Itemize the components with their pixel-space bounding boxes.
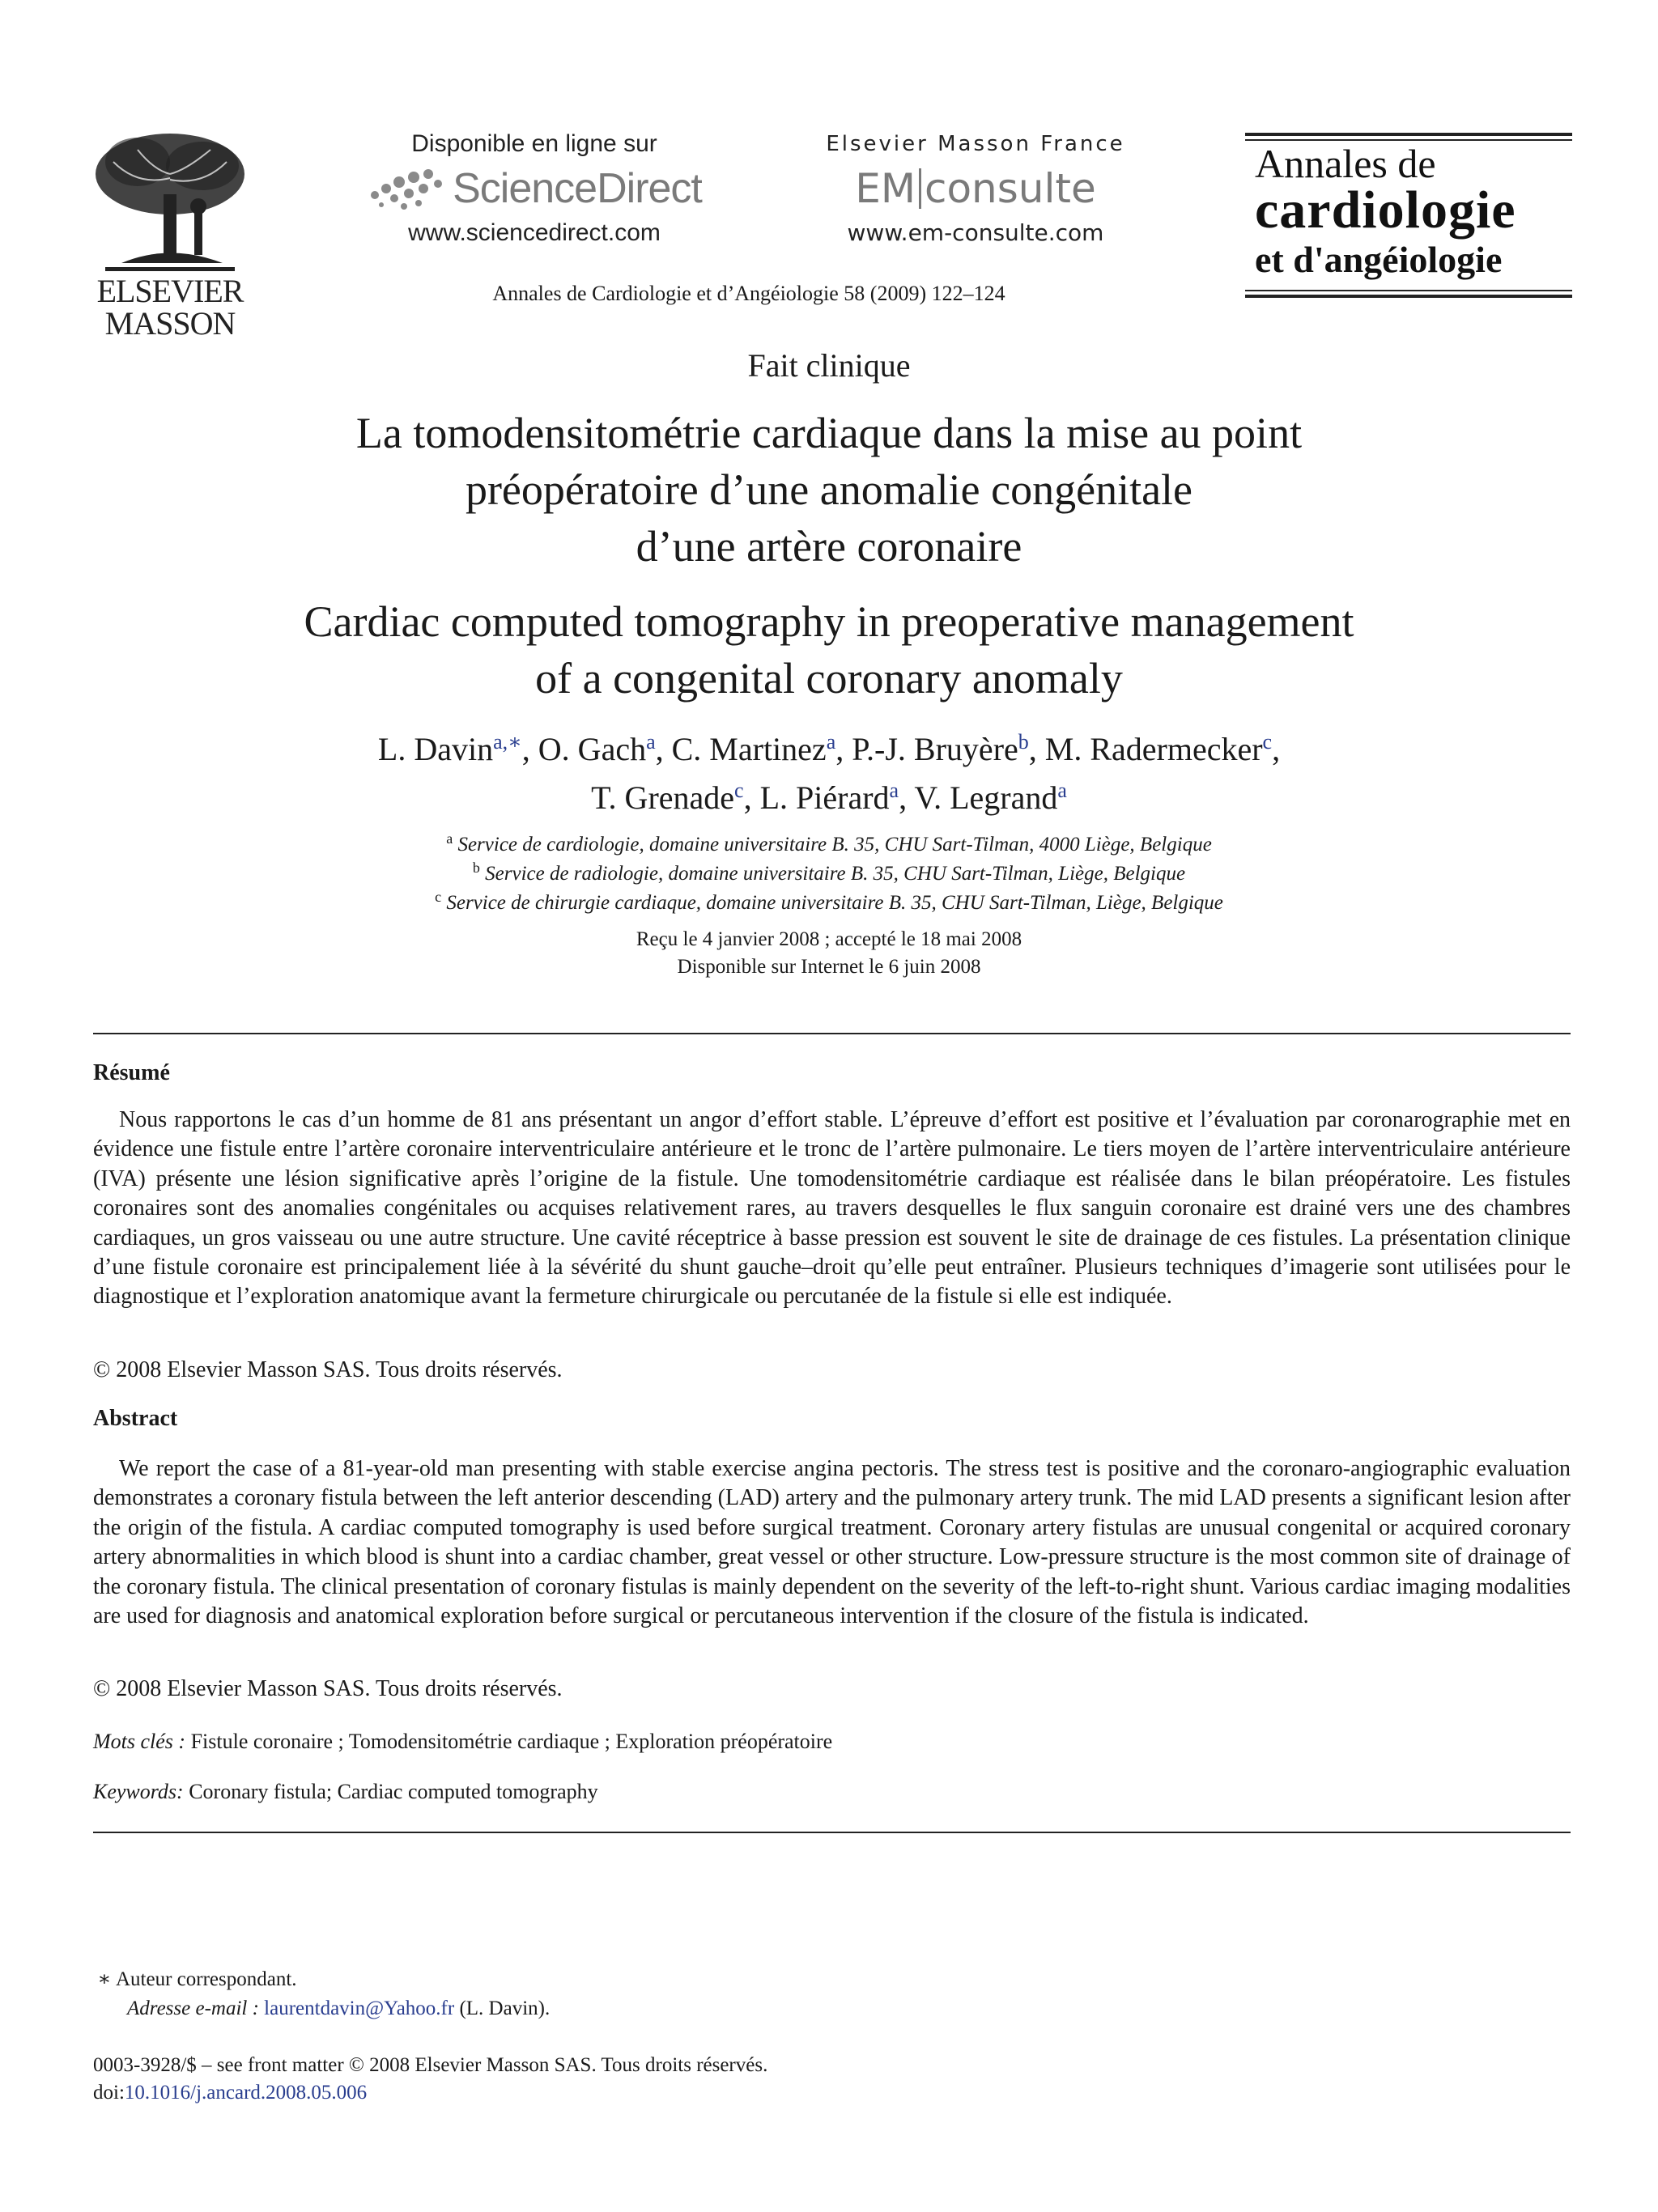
author-sep: , — [1272, 731, 1281, 767]
journal-logo-line1: Annales de — [1255, 141, 1436, 186]
keywords-english — [93, 1778, 598, 1806]
author-name: L. Piérard — [759, 779, 890, 816]
title-fr-line: La tomodensitométrie cardiaque dans la mise au point — [355, 409, 1303, 457]
journal-logo-line3: et d'angéiologie — [1255, 239, 1503, 280]
keywords-french — [93, 1728, 832, 1756]
publisher-name-line2: MASSON — [104, 305, 236, 342]
email-link[interactable]: laurentdavin@Yahoo.fr — [264, 1998, 455, 2019]
sciencedirect-name: ScienceDirect — [453, 165, 702, 212]
em-consulte-logo[interactable] — [806, 163, 1146, 214]
title-en-line: of a congenital coronary anomaly — [535, 654, 1123, 703]
keywords-fr-label: Mots clés : — [93, 1730, 186, 1753]
author-name: C. Martinez — [671, 731, 827, 767]
author-affil-mark[interactable]: c — [1262, 730, 1273, 754]
author-affil-mark[interactable]: a — [646, 730, 656, 754]
author-sep: , — [655, 731, 672, 767]
journal-logo — [1245, 133, 1572, 303]
resume-copyright: © 2008 Elsevier Masson SAS. Tous droits réservés. — [93, 1357, 563, 1382]
email-label: Adresse e-mail : — [127, 1998, 259, 2019]
author-sep: , — [835, 731, 852, 767]
keywords-fr-text: Fistule coronaire ; Tomodensitométrie cardiaque ; Exploration préopératoire — [185, 1730, 833, 1753]
sciencedirect-logo[interactable] — [364, 163, 704, 214]
sciencedirect-url[interactable]: www.sciencedirect.com — [408, 219, 661, 246]
online-date: Disponible sur Internet le 6 juin 2008 — [677, 956, 981, 978]
email-suffix: (L. Davin). — [454, 1998, 551, 2019]
author-affil-mark[interactable]: c — [734, 779, 744, 802]
abstract-text: We report the case of a 81-year-old man presenting with stable exercise angina pectoris. The stress test is positive and the coronaro-angiographic evaluation demonstrates a coronary fistula between the left anterior descending (LAD) artery and the pulmonary artery trunk. The mid LAD presents a significant lesion after the origin of the fistula. A cardiac computed tomography is used before surgical treatment. Coronary artery fistulas are unusual congenital or acquired coronary artery abnormalities in which blood is shunt into a cardiac chamber, great vessel or other structure. Low-pressure structure is the most common site of drainage of the coronary fistula. The clinical presentation of coronary fistulas is mainly dependent on the severity of the left-to-right shunt. Various cardiac imaging modalities are used for diagnosis and anatomical exploration before surgical or percutaneous intervention if the closure of the fistula is indicated. — [93, 1456, 1571, 1629]
affiliation-mark: a — [446, 830, 453, 847]
footnote-star: ∗ — [97, 1968, 112, 1990]
article-dates — [0, 926, 1658, 981]
author-sep: , — [1028, 731, 1045, 767]
title-french — [0, 405, 1658, 575]
elsevier-tree-icon — [89, 129, 251, 271]
journal-logo-rule-bottom — [1245, 295, 1572, 298]
affiliation-b — [0, 860, 1658, 889]
affiliation-text: Service de cardiologie, domaine universitaire B. 35, CHU Sart-Tilman, 4000 Liège, Belgique — [457, 834, 1212, 856]
em-consulte-block — [806, 129, 1146, 248]
bottom-divider — [93, 1832, 1571, 1833]
journal-logo-rule-top — [1245, 133, 1572, 136]
affiliation-c — [0, 889, 1658, 918]
em-publisher-label: Elsevier Masson France — [826, 132, 1125, 156]
affiliations — [0, 830, 1658, 918]
sd-available-label: Disponible en ligne sur — [411, 130, 657, 157]
title-fr-line: préopératoire d’une anomalie congénitale — [465, 465, 1193, 514]
author-affil-mark[interactable]: a — [826, 730, 836, 754]
author-affil-mark[interactable]: b — [1018, 730, 1029, 754]
issn-line: 0003-3928/$ – see front matter © 2008 Elsevier Masson SAS. Tous droits réservés. — [93, 2054, 768, 2076]
article-type: Fait clinique — [747, 347, 911, 384]
doi-link[interactable]: 10.1016/j.ancard.2008.05.006 — [124, 2082, 368, 2104]
affiliation-a — [0, 830, 1658, 860]
em-consulte-url[interactable]: www.em-consulte.com — [847, 219, 1104, 246]
em-brand-left: EM — [855, 165, 916, 212]
affiliation-text: Service de radiologie, domaine universitaire B. 35, CHU Sart-Tilman, Liège, Belgique — [485, 863, 1186, 885]
author-sep: , — [521, 731, 538, 767]
affiliation-text: Service de chirurgie cardiaque, domaine universitaire B. 35, CHU Sart-Tilman, Liège, Belgique — [446, 892, 1223, 914]
corresponding-label: Auteur correspondant. — [116, 1968, 297, 1990]
affiliation-mark: c — [435, 889, 442, 905]
author-sep: , — [743, 779, 760, 816]
author-list — [0, 725, 1658, 822]
sciencedirect-block — [364, 129, 704, 248]
author-name: L. Davin — [377, 731, 494, 767]
abstract-copyright: © 2008 Elsevier Masson SAS. Tous droits réservés. — [93, 1676, 563, 1701]
title-en-line: Cardiac computed tomography in preoperative management — [304, 597, 1354, 646]
author-name: O. Gach — [538, 731, 647, 767]
authors-line2 — [0, 774, 1658, 822]
received-date: Reçu le 4 janvier 2008 ; accepté le 18 mai 2008 — [636, 928, 1022, 950]
doi-line — [93, 2079, 367, 2107]
journal-logo-rule-bottom-thin — [1245, 290, 1572, 291]
publisher-name-line1: ELSEVIER — [96, 273, 244, 309]
abstract-heading: Abstract — [93, 1406, 178, 1431]
em-brand-divider — [919, 168, 921, 209]
author-affil-mark[interactable]: a — [889, 779, 899, 802]
top-divider — [93, 1033, 1571, 1034]
elsevier-masson-logo — [89, 129, 251, 342]
journal-citation: Annales de Cardiologie et d’Angéiologie 58 (2009) 122–124 — [492, 282, 1005, 305]
keywords-en-label: Keywords: — [93, 1780, 184, 1803]
journal-logo-line2: cardiologie — [1255, 180, 1516, 240]
sciencedirect-dots-icon — [367, 166, 444, 211]
corresponding-author-note — [93, 1966, 297, 1993]
author-sep: , — [899, 779, 915, 816]
authors-line1 — [0, 725, 1658, 774]
email-line — [127, 1995, 550, 2023]
resume-heading: Résumé — [93, 1060, 170, 1085]
author-name: P.-J. Bruyère — [852, 731, 1018, 767]
em-brand-right: consulte — [924, 165, 1096, 212]
author-affil-mark[interactable]: a,∗ — [493, 730, 522, 754]
author-name: V. Legrand — [914, 779, 1058, 816]
title-english — [0, 593, 1658, 707]
author-name: T. Grenade — [591, 779, 735, 816]
resume-text: Nous rapportons le cas d’un homme de 81 ans présentant un angor d’effort stable. L’épreuve d’effort est positive et l’évaluation par coronarographie met en évidence une fistule entre l’artère coronaire interventriculaire antérieure et le tronc de l’artère pulmonaire. Le tiers moyen de l’artère interventriculaire antérieure (IVA) présente une lésion significative après l’origine de la fistule. Une tomodensitométrie cardiaque est réalisée dans le bilan préopératoire. Les fistules coronaires sont des anomalies congénitales ou acquises relativement rares, au travers desquelles le flux sanguin coronaire est drainé vers une des chambres cardiaques, un gros vaisseau ou une autre structure. Une cavité réceptrice à basse pression est souvent le site de drainage de ces fistules. La présentation clinique d’une fistule coronaire est principalement liée à la sévérité du shunt gauche–droit qu’elle peut entraîner. Plusieurs techniques d’imagerie sont utilisées pour le diagnostique et l’exploration anatomique avant la fermeture chirurgicale ou percutanée de la fistule si elle est indiquée. — [93, 1107, 1571, 1310]
author-name: M. Radermecker — [1044, 731, 1263, 767]
keywords-en-text: Coronary fistula; Cardiac computed tomography — [183, 1780, 598, 1803]
affiliation-mark: b — [472, 860, 480, 876]
doi-label: doi: — [93, 2082, 125, 2104]
title-fr-line: d’une artère coronaire — [636, 522, 1022, 571]
author-affil-mark[interactable]: a — [1057, 779, 1067, 802]
